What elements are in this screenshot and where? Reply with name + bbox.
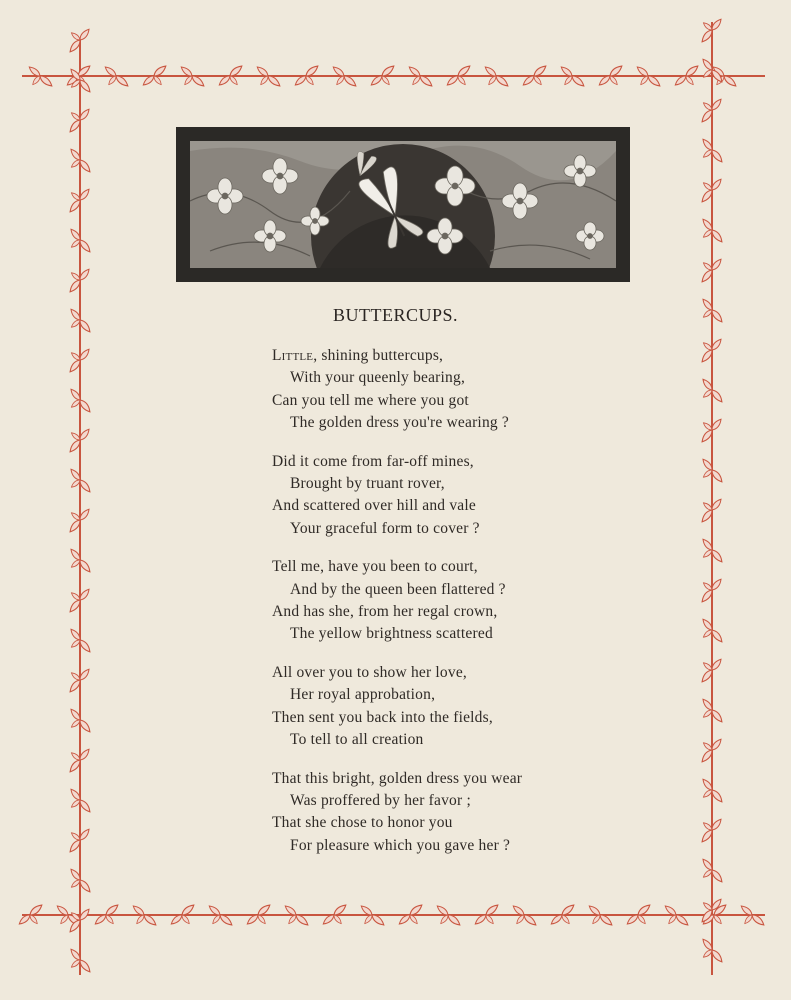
stanza	[272, 451, 652, 541]
poem-line: To tell to all creation	[290, 731, 424, 749]
poem-line: With your queenly bearing,	[290, 369, 466, 387]
poem-line: That she chose to honor you	[272, 814, 453, 832]
poem-line: Can you tell me where you got	[272, 391, 469, 409]
poem-line: For pleasure which you gave her ?	[290, 836, 511, 854]
poem-line: Your graceful form to cover ?	[290, 519, 480, 537]
poem-line: And scattered over hill and vale	[272, 497, 476, 515]
stanza	[272, 768, 652, 858]
poem-title: BUTTERCUPS.	[332, 305, 459, 325]
poem-line: And by the queen been flattered ?	[290, 580, 506, 598]
poem-line: Did it come from far-off mines,	[272, 452, 474, 470]
poem-body	[272, 345, 652, 873]
poem-line: The yellow brightness scattered	[290, 625, 493, 643]
poem-line: Brought by truant rover,	[290, 475, 445, 493]
border-leaf	[70, 31, 81, 41]
poem-line: Tell me, have you been to court,	[272, 558, 478, 576]
header-illustration	[176, 127, 630, 282]
stanza	[272, 345, 652, 435]
drop-word: Little	[272, 347, 314, 364]
poem-line: Little, shining buttercups,	[272, 347, 444, 364]
poem-line: That this bright, golden dress you wear	[272, 769, 523, 787]
stanza	[272, 662, 652, 752]
poem-line: Her royal approbation,	[290, 686, 436, 704]
stanza	[272, 556, 652, 646]
poem-line: Was proffered by her favor ;	[290, 791, 471, 809]
butterfly-and-flowers-illustration	[190, 141, 616, 268]
poem-line: All over you to show her love,	[272, 663, 467, 681]
poem-line: The golden dress you're wearing ?	[290, 414, 509, 432]
poem-line: And has she, from her regal crown,	[272, 603, 498, 621]
poem-line: Then sent you back into the fields,	[272, 708, 493, 726]
